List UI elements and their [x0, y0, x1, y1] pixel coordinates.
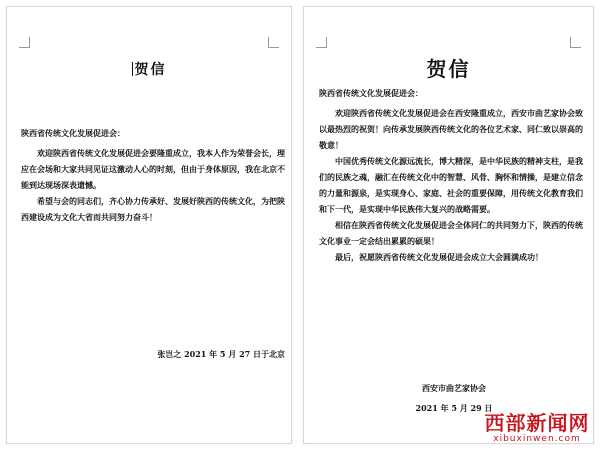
letter-signature-date: 2021 年 5 月 29 日 [415, 403, 493, 413]
letter-body [319, 85, 585, 265]
letter-paragraph: 欢迎陕西省传统文化发展促进会在西安隆重成立，西安市曲艺家协会致以最热烈的祝贺！向传承发展陕西传统文化的各位艺术家、同仁致以崇高的敬意！ [319, 108, 583, 150]
watermark-brand-text: 西部新闻网 [484, 411, 590, 435]
letter-body [21, 125, 285, 225]
letter-paragraph: 欢迎陕西省传统文化发展促进会要隆重成立，我本人作为荣誉会长，理应在会场和大家共同见证这激动人心的时刻，但由于身体原因，我在北京不能到达现场深表遗憾。 [21, 148, 285, 190]
letter-salutation: 陕西省传统文化发展促进会： [319, 88, 423, 98]
margin-corner-mark [570, 37, 581, 48]
margin-corner-mark [316, 37, 327, 48]
letter-paragraph: 中国优秀传统文化源远流长，博大精深，是中华民族的精神支柱，是我们的民族之魂，融汇在传统文化中的智慧、风骨、胸怀和情操，是建立信念的力量和源泉，是实现身心、家庭、社会的重要保障，用传统文化教育我们和下一代，是实现中华民族伟大复兴的战略需要。 [319, 156, 583, 214]
letter-title: 贺信 [426, 57, 471, 81]
letter-paragraph: 最后，祝愿陕西省传统文化发展促进会成立大会圆满成功！ [335, 252, 543, 262]
letter-title: 贺信 [7, 59, 291, 79]
letter-salutation: 陕西省传统文化发展促进会： [21, 128, 125, 138]
margin-corner-mark [19, 37, 30, 48]
text-cursor [132, 62, 133, 76]
letter-paragraph: 相信在陕西省传统文化发展促进会全体同仁的共同努力下，陕西的传统文化事业一定会结出累累的硕果！ [319, 220, 583, 246]
letter-paragraph: 希望与会的同志们，齐心协力传承好、发展好陕西的传统文化，为把陕西建设成为文化大省而共同努力奋斗！ [21, 196, 285, 222]
site-watermark [482, 412, 592, 444]
letter-signature: 张岂之 2021 年 5 月 27 日于北京 [157, 349, 285, 359]
letter-page-right [303, 6, 594, 444]
margin-corner-mark [268, 37, 279, 48]
watermark-domain-text: xibuxinwen.com [493, 434, 581, 444]
letter-page-left [6, 6, 292, 444]
letter-signature-org: 西安市曲艺家协会 [422, 383, 486, 393]
